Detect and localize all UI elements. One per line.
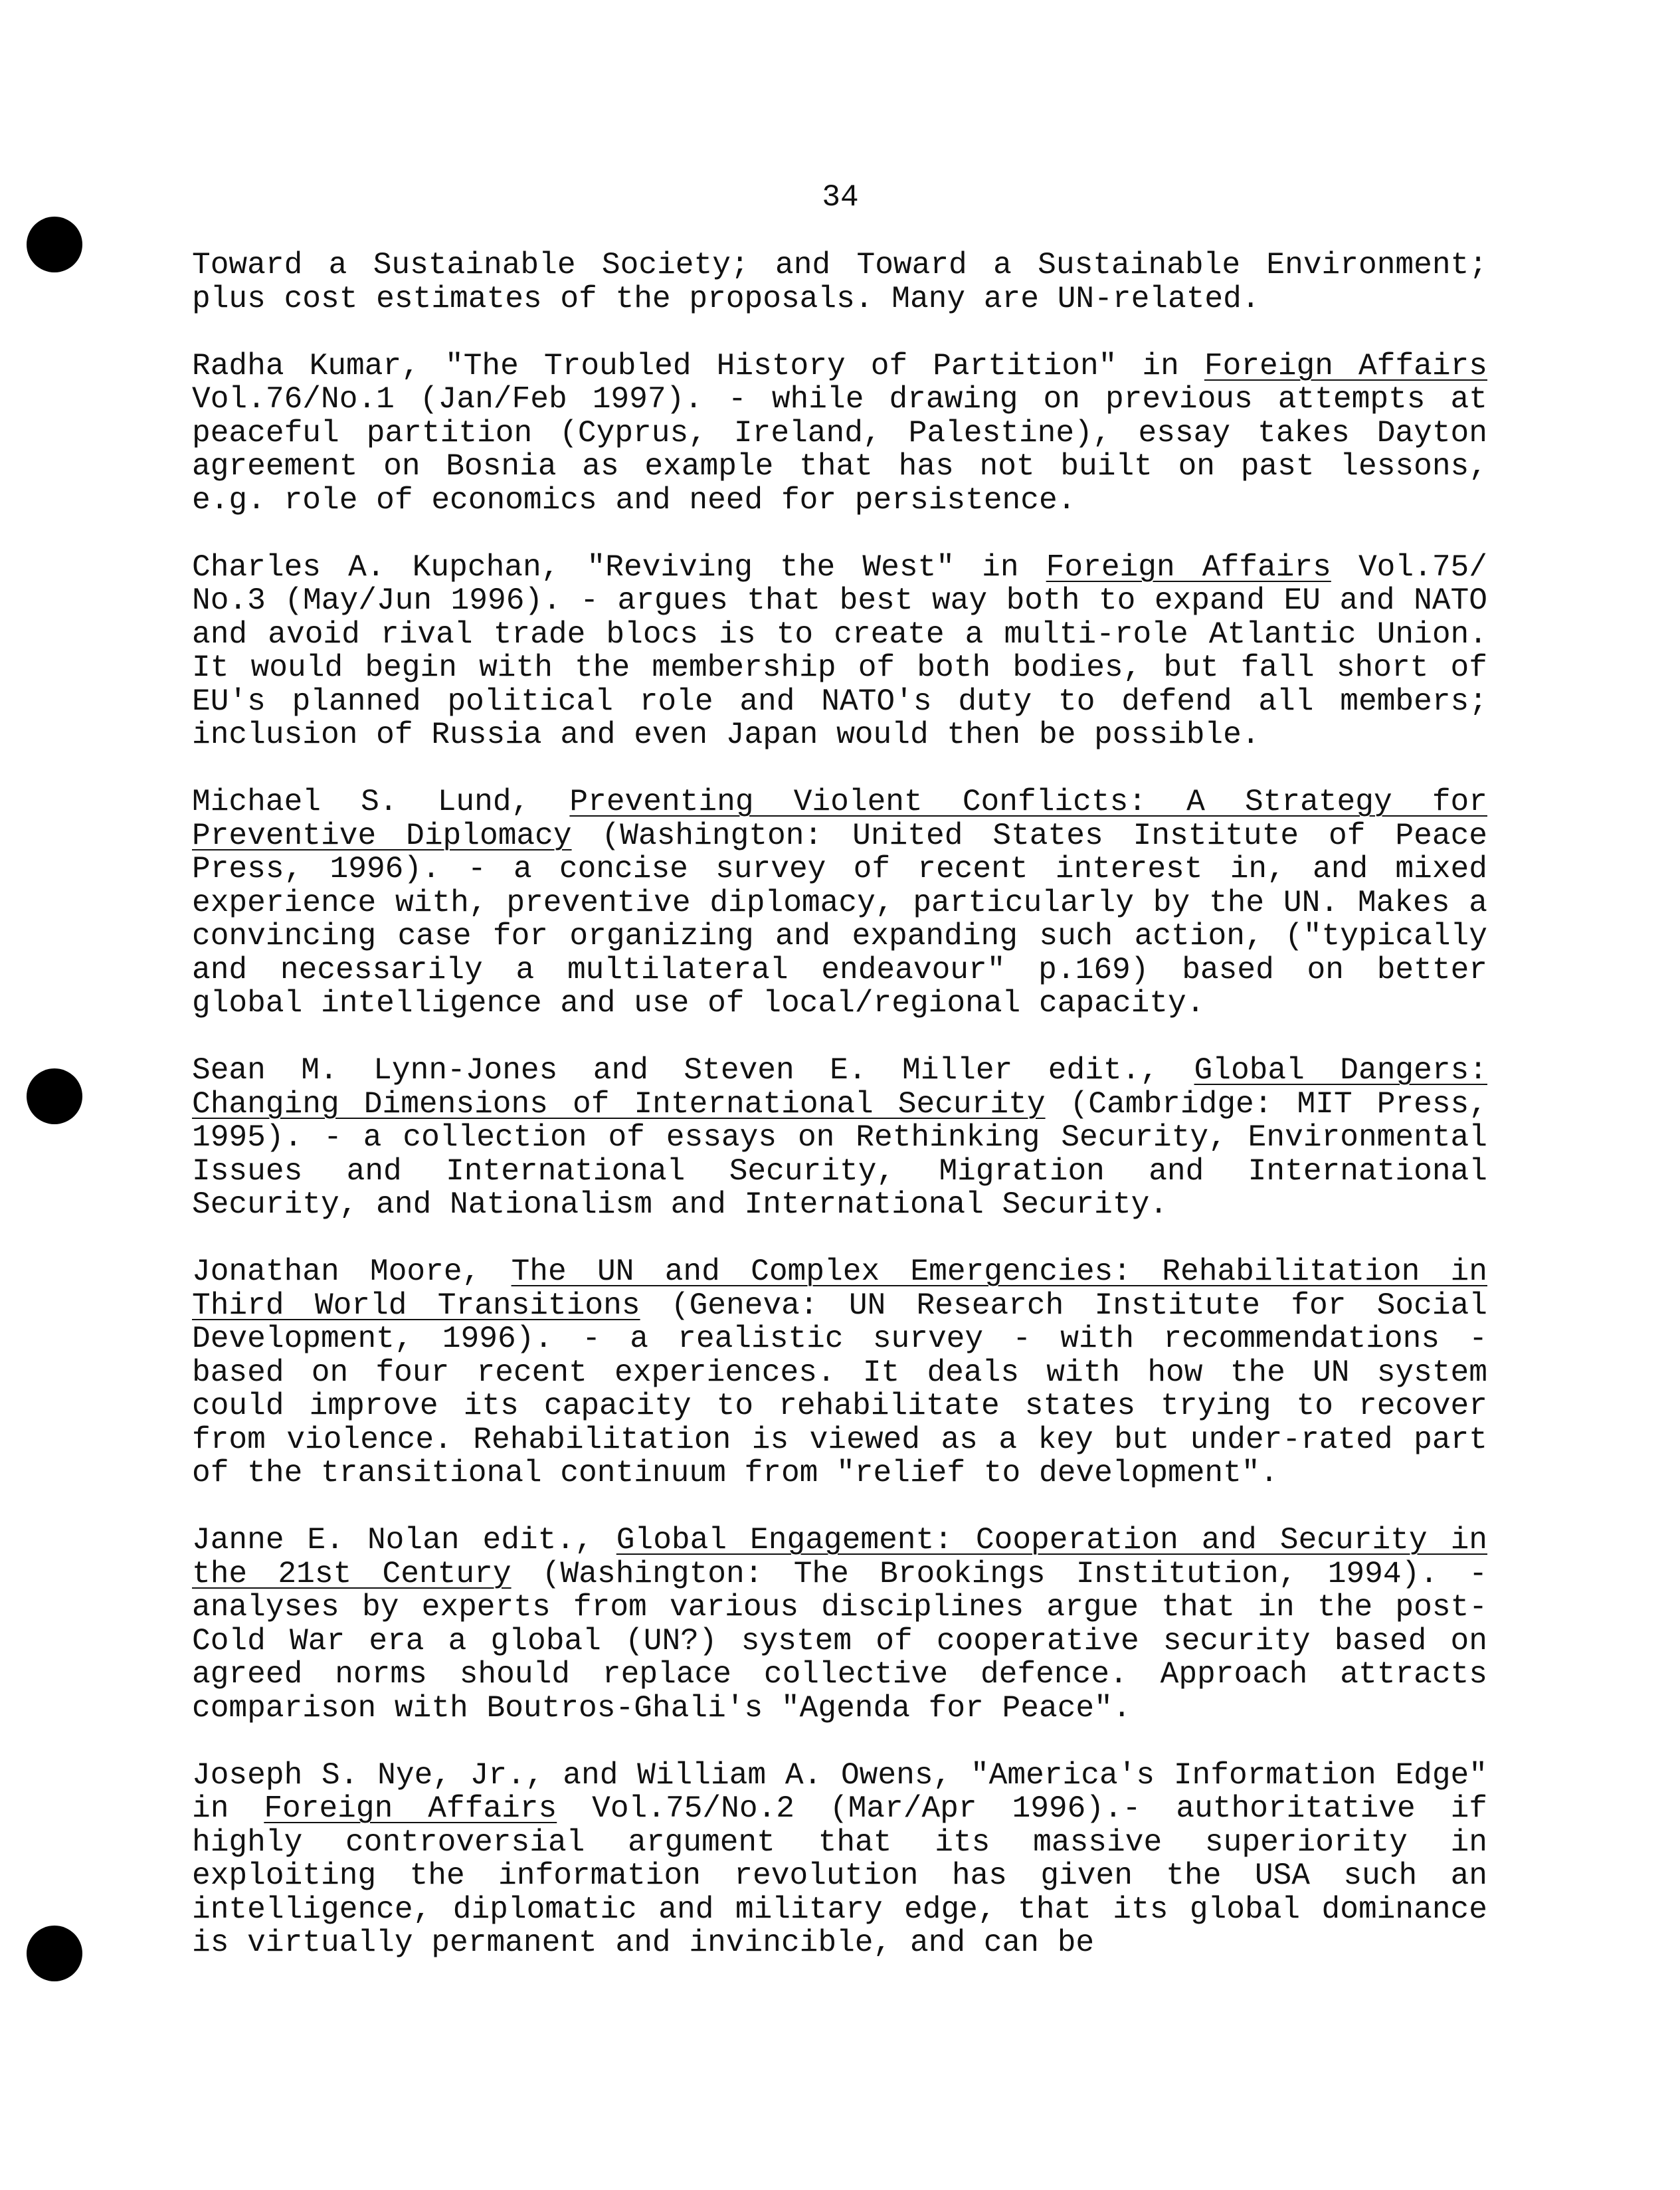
bibliography-entry — [192, 785, 1487, 1021]
entry-publication-title: Foreign Affairs — [1204, 348, 1487, 383]
entry-annotation: (Washington: The Brookings Institution, 1994). - analyses by experts from various disciplines argue that in the post-Cold War era a global (UN?) system of cooperative security based on agreed norms should replace collective defence. Approach attracts comparison with Boutros-Ghali's "Agenda for Peace". — [192, 1556, 1487, 1726]
bibliography-entry — [192, 349, 1487, 518]
bibliography-entry — [192, 1054, 1487, 1222]
punch-hole — [27, 1068, 82, 1124]
entry-text: Toward a Sustainable Society; and Toward a Sustainable Environment; plus cost estimates of the proposals. Many are UN-related. — [192, 248, 1487, 316]
entry-annotation: (Washington: United States Institute of Peace Press, 1996). - a concise survey of recent interest in, and mixed experience with, preventive diplomacy, particularly by the UN. Makes a convincing case for organizing and expanding such action, ("typically and necessarily a multilateral endeavour" p.169) based on better global intelligence and use of local/regional capacity. — [192, 818, 1488, 1021]
entry-publication-title: Foreign Affairs — [1046, 549, 1331, 585]
entry-annotation: Vol.75/No.2 (Mar/Apr 1996).- authoritative if highly controversial argument that its massive superiority in exploiting the information revolution has given the USA such an intelligence, diplomatic and military edge, that its global dominance is virtually permanent and invincible, and can be — [192, 1791, 1487, 1960]
entry-annotation: Vol.75/ No.3 (May/Jun 1996). - argues that best way both to expand EU and NATO and avoid rival trade blocs is to create a multi-role Atlantic Union. It would begin with the membership of both bodies, but fall short of EU's planned political role and NATO's duty to defend all members; inclusion of Russia and even Japan would then be possible. — [192, 549, 1487, 752]
entry-author: Charles A. Kupchan, "Reviving the West" in — [192, 549, 1046, 585]
entry-author: Radha Kumar, "The Troubled History of Partition" in — [192, 348, 1204, 383]
bibliography-entry — [192, 249, 1487, 316]
punch-hole — [27, 1926, 82, 1981]
bibliography-list — [192, 249, 1487, 1993]
entry-publication-title: Global Dangers: Changing Dimensions of International Security — [192, 1053, 1487, 1122]
entry-publication-title: The UN and Complex Emergencies: Rehabilitation in Third World Transitions — [192, 1254, 1487, 1323]
entry-annotation: (Cambridge: MIT Press, 1995). - a collection of essays on Rethinking Security, Environmental Issues and International Security, Migration and International Security, and Nationalism and International Security. — [192, 1086, 1487, 1222]
entry-publication-title: Preventing Violent Conflicts: A Strategy for Preventive Diplomacy — [192, 785, 1487, 853]
entry-author: Michael S. Lund, — [192, 785, 570, 819]
page-number: 34 — [822, 180, 859, 215]
bibliography-entry — [192, 1255, 1487, 1490]
punch-hole — [27, 217, 82, 272]
bibliography-entry — [192, 1759, 1487, 1960]
entry-publication-title: Global Engagement: Cooperation and Security in the 21st Century — [192, 1523, 1488, 1591]
entry-author: Joseph S. Nye, Jr., and William A. Owens, "America's Information Edge" in — [192, 1757, 1487, 1826]
entry-publication-title: Foreign Affairs — [264, 1791, 557, 1826]
entry-annotation: (Geneva: UN Research Institute for Social Development, 1996). - a realistic survey - with recommendations - based on four recent experiences. It deals with how the UN system could improve its capacity to rehabilitate states trying to recover from violence. Rehabilitation is viewed as a key but under-rated part of the transitional continuum from "relief to development". — [192, 1288, 1487, 1490]
entry-annotation: Vol.76/No.1 (Jan/Feb 1997). - while drawing on previous attempts at peaceful partition (Cyprus, Ireland, Palestine), essay takes Dayton agreement on Bosnia as example that has not built on past lessons, e.g. role of economics and need for persistence. — [192, 382, 1487, 518]
entry-author: Janne E. Nolan edit., — [192, 1523, 616, 1557]
bibliography-entry — [192, 551, 1487, 752]
entry-author: Jonathan Moore, — [192, 1254, 512, 1289]
entry-author: Sean M. Lynn-Jones and Steven E. Miller edit., — [192, 1053, 1194, 1088]
bibliography-entry — [192, 1524, 1487, 1725]
